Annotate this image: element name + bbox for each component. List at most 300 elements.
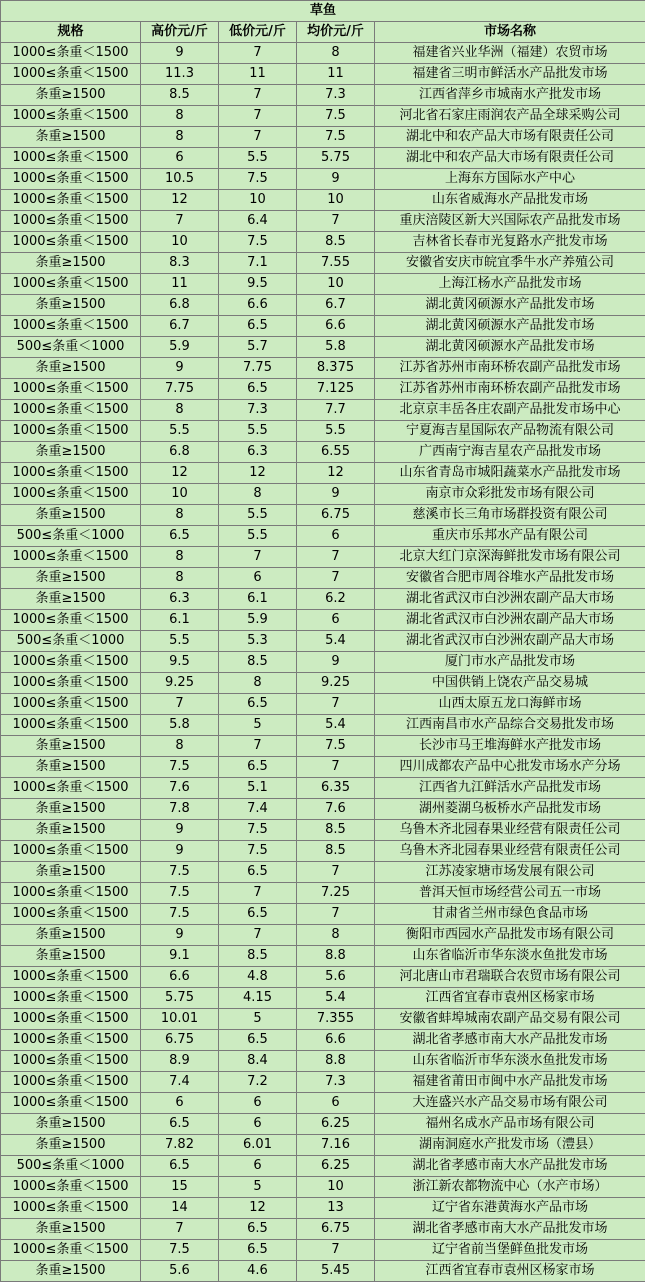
cell-avg-price: 10 [297, 274, 375, 295]
cell-high-price: 10.01 [141, 1009, 219, 1030]
table-row [1, 568, 645, 589]
cell-avg-price: 7 [297, 547, 375, 568]
cell-low-price: 7 [219, 106, 297, 127]
cell-spec: 1000≤条重＜1500 [1, 148, 141, 169]
cell-spec: 1000≤条重＜1500 [1, 64, 141, 85]
table-title: 草鱼 [1, 1, 645, 22]
cell-high-price: 8.3 [141, 253, 219, 274]
cell-avg-price: 7 [297, 694, 375, 715]
cell-avg-price: 6.25 [297, 1156, 375, 1177]
cell-avg-price: 6.7 [297, 295, 375, 316]
column-header-high-price: 高价元/斤 [141, 22, 219, 43]
cell-high-price: 7.5 [141, 757, 219, 778]
cell-market-name: 江西省宜春市袁州区杨家市场 [375, 1261, 645, 1282]
cell-spec: 1000≤条重＜1500 [1, 106, 141, 127]
cell-low-price: 8 [219, 484, 297, 505]
cell-market-name: 湖北省武汉市白沙洲农副产品大市场 [375, 631, 645, 652]
cell-market-name: 湖北黄冈硕源水产品批发市场 [375, 295, 645, 316]
cell-market-name: 湖北省孝感市南大水产品批发市场 [375, 1219, 645, 1240]
cell-low-price: 6.1 [219, 589, 297, 610]
cell-spec: 条重≥1500 [1, 820, 141, 841]
cell-avg-price: 7 [297, 757, 375, 778]
table-row [1, 463, 645, 484]
table-row [1, 484, 645, 505]
table-row [1, 1156, 645, 1177]
table-row [1, 190, 645, 211]
cell-spec: 1000≤条重＜1500 [1, 421, 141, 442]
cell-high-price: 8 [141, 106, 219, 127]
cell-high-price: 7.8 [141, 799, 219, 820]
cell-market-name: 浙江新农都物流中心（水产市场） [375, 1177, 645, 1198]
cell-avg-price: 8 [297, 925, 375, 946]
cell-market-name: 江西南昌市水产品综合交易批发市场 [375, 715, 645, 736]
cell-avg-price: 9 [297, 484, 375, 505]
cell-low-price: 6.5 [219, 1240, 297, 1261]
cell-high-price: 14 [141, 1198, 219, 1219]
cell-spec: 1000≤条重＜1500 [1, 715, 141, 736]
table-row [1, 631, 645, 652]
cell-avg-price: 6.35 [297, 778, 375, 799]
cell-low-price: 5 [219, 1009, 297, 1030]
cell-avg-price: 6.55 [297, 442, 375, 463]
cell-market-name: 辽宁省前当堡鲜鱼批发市场 [375, 1240, 645, 1261]
cell-high-price: 7 [141, 1219, 219, 1240]
cell-avg-price: 9.25 [297, 673, 375, 694]
cell-low-price: 7 [219, 547, 297, 568]
cell-low-price: 4.6 [219, 1261, 297, 1282]
cell-market-name: 湖北省武汉市白沙洲农副产品大市场 [375, 610, 645, 631]
cell-spec: 1000≤条重＜1500 [1, 1051, 141, 1072]
cell-spec: 条重≥1500 [1, 505, 141, 526]
table-row [1, 526, 645, 547]
cell-high-price: 15 [141, 1177, 219, 1198]
cell-market-name: 安徽省安庆市皖宜季牛水产养殖公司 [375, 253, 645, 274]
cell-spec: 1000≤条重＜1500 [1, 316, 141, 337]
cell-avg-price: 5.5 [297, 421, 375, 442]
cell-low-price: 7.5 [219, 841, 297, 862]
cell-spec: 1000≤条重＜1500 [1, 673, 141, 694]
cell-market-name: 上海江杨水产品批发市场 [375, 274, 645, 295]
cell-low-price: 7.5 [219, 169, 297, 190]
table-row [1, 715, 645, 736]
table-row [1, 295, 645, 316]
cell-market-name: 山东省临沂市华东淡水鱼批发市场 [375, 1051, 645, 1072]
cell-avg-price: 9 [297, 169, 375, 190]
table-row [1, 1009, 645, 1030]
table-row [1, 85, 645, 106]
cell-avg-price: 9 [297, 652, 375, 673]
cell-spec: 1000≤条重＜1500 [1, 1072, 141, 1093]
table-row [1, 1261, 645, 1282]
column-header-row [1, 22, 645, 43]
cell-market-name: 湖北省孝感市南大水产品批发市场 [375, 1030, 645, 1051]
cell-low-price: 5.5 [219, 421, 297, 442]
cell-spec: 条重≥1500 [1, 1114, 141, 1135]
cell-spec: 1000≤条重＜1500 [1, 841, 141, 862]
cell-market-name: 河北唐山市君瑞联合农贸市场有限公司 [375, 967, 645, 988]
cell-high-price: 8 [141, 127, 219, 148]
cell-avg-price: 7 [297, 211, 375, 232]
cell-market-name: 福建省莆田市闽中水产品批发市场 [375, 1072, 645, 1093]
table-row [1, 778, 645, 799]
cell-low-price: 12 [219, 1198, 297, 1219]
cell-spec: 条重≥1500 [1, 925, 141, 946]
cell-spec: 条重≥1500 [1, 253, 141, 274]
cell-low-price: 7.75 [219, 358, 297, 379]
cell-high-price: 8 [141, 505, 219, 526]
cell-high-price: 9 [141, 820, 219, 841]
cell-high-price: 6 [141, 148, 219, 169]
table-row [1, 694, 645, 715]
cell-low-price: 5.1 [219, 778, 297, 799]
cell-spec: 条重≥1500 [1, 736, 141, 757]
cell-avg-price: 13 [297, 1198, 375, 1219]
cell-spec: 1000≤条重＜1500 [1, 211, 141, 232]
cell-low-price: 6.5 [219, 904, 297, 925]
cell-high-price: 5.6 [141, 1261, 219, 1282]
cell-avg-price: 7.55 [297, 253, 375, 274]
cell-low-price: 11 [219, 64, 297, 85]
cell-market-name: 上海东方国际水产中心 [375, 169, 645, 190]
table-header [1, 1, 645, 43]
cell-spec: 条重≥1500 [1, 757, 141, 778]
cell-market-name: 福州名成水产品市场有限公司 [375, 1114, 645, 1135]
table-row [1, 316, 645, 337]
cell-low-price: 6.5 [219, 757, 297, 778]
cell-high-price: 10 [141, 484, 219, 505]
cell-spec: 条重≥1500 [1, 799, 141, 820]
cell-avg-price: 6.2 [297, 589, 375, 610]
cell-market-name: 南京市众彩批发市场有限公司 [375, 484, 645, 505]
table-row [1, 400, 645, 421]
cell-market-name: 中国供销上饶农产品交易城 [375, 673, 645, 694]
cell-high-price: 6.1 [141, 610, 219, 631]
table-row [1, 211, 645, 232]
cell-high-price: 6.5 [141, 1114, 219, 1135]
cell-low-price: 7.5 [219, 820, 297, 841]
cell-low-price: 6.5 [219, 316, 297, 337]
table-body [1, 43, 645, 1282]
cell-low-price: 8.5 [219, 946, 297, 967]
cell-avg-price: 7.5 [297, 127, 375, 148]
cell-spec: 1000≤条重＜1500 [1, 1030, 141, 1051]
cell-spec: 1000≤条重＜1500 [1, 1093, 141, 1114]
cell-market-name: 湖北中和农产品大市场有限责任公司 [375, 127, 645, 148]
table-row [1, 799, 645, 820]
table-row [1, 43, 645, 64]
cell-spec: 1000≤条重＜1500 [1, 967, 141, 988]
table-row [1, 1114, 645, 1135]
cell-spec: 500≤条重＜1000 [1, 1156, 141, 1177]
table-row [1, 967, 645, 988]
cell-market-name: 广西南宁海吉星农产品批发市场 [375, 442, 645, 463]
cell-low-price: 7.1 [219, 253, 297, 274]
cell-high-price: 8.5 [141, 85, 219, 106]
table-row [1, 925, 645, 946]
cell-avg-price: 6 [297, 1093, 375, 1114]
cell-high-price: 6.6 [141, 967, 219, 988]
cell-spec: 条重≥1500 [1, 295, 141, 316]
cell-avg-price: 7.5 [297, 106, 375, 127]
cell-high-price: 6.7 [141, 316, 219, 337]
cell-avg-price: 7 [297, 862, 375, 883]
cell-high-price: 7.5 [141, 883, 219, 904]
cell-avg-price: 5.4 [297, 988, 375, 1009]
cell-market-name: 河北省石家庄雨润农产品全球采购公司 [375, 106, 645, 127]
cell-high-price: 7.75 [141, 379, 219, 400]
cell-high-price: 6.8 [141, 295, 219, 316]
cell-market-name: 辽宁省东港黄海水产品市场 [375, 1198, 645, 1219]
cell-market-name: 山东省威海水产品批发市场 [375, 190, 645, 211]
cell-high-price: 5.9 [141, 337, 219, 358]
cell-avg-price: 8 [297, 43, 375, 64]
cell-avg-price: 7.25 [297, 883, 375, 904]
table-row [1, 946, 645, 967]
cell-high-price: 8 [141, 568, 219, 589]
cell-spec: 1000≤条重＜1500 [1, 652, 141, 673]
table-row [1, 106, 645, 127]
cell-low-price: 7 [219, 85, 297, 106]
cell-spec: 1000≤条重＜1500 [1, 694, 141, 715]
cell-market-name: 山东省临沂市华东淡水鱼批发市场 [375, 946, 645, 967]
cell-high-price: 6 [141, 1093, 219, 1114]
cell-market-name: 湖北黄冈硕源水产品批发市场 [375, 337, 645, 358]
cell-low-price: 12 [219, 463, 297, 484]
cell-high-price: 12 [141, 190, 219, 211]
cell-spec: 条重≥1500 [1, 442, 141, 463]
column-header-avg-price: 均价元/斤 [297, 22, 375, 43]
cell-spec: 条重≥1500 [1, 85, 141, 106]
cell-spec: 条重≥1500 [1, 1219, 141, 1240]
cell-low-price: 5 [219, 715, 297, 736]
cell-low-price: 7.3 [219, 400, 297, 421]
cell-market-name: 福建省三明市鲜活水产品批发市场 [375, 64, 645, 85]
cell-low-price: 5.5 [219, 505, 297, 526]
table-row [1, 64, 645, 85]
cell-avg-price: 6.6 [297, 1030, 375, 1051]
cell-spec: 1000≤条重＜1500 [1, 1009, 141, 1030]
cell-avg-price: 8.5 [297, 841, 375, 862]
cell-high-price: 6.75 [141, 1030, 219, 1051]
cell-high-price: 8 [141, 736, 219, 757]
cell-high-price: 5.75 [141, 988, 219, 1009]
cell-market-name: 湖北省孝感市南大水产品批发市场 [375, 1156, 645, 1177]
cell-avg-price: 8.5 [297, 232, 375, 253]
cell-spec: 条重≥1500 [1, 127, 141, 148]
cell-market-name: 湖南洞庭水产批发市场（澧县） [375, 1135, 645, 1156]
cell-market-name: 宁夏海吉星国际农产品物流有限公司 [375, 421, 645, 442]
cell-low-price: 6.5 [219, 1030, 297, 1051]
cell-low-price: 7 [219, 736, 297, 757]
table-row [1, 1051, 645, 1072]
cell-spec: 1000≤条重＜1500 [1, 547, 141, 568]
cell-spec: 1000≤条重＜1500 [1, 274, 141, 295]
cell-market-name: 长沙市马王堆海鲜水产批发市场 [375, 736, 645, 757]
cell-high-price: 8.9 [141, 1051, 219, 1072]
cell-low-price: 5.5 [219, 148, 297, 169]
cell-avg-price: 12 [297, 463, 375, 484]
cell-avg-price: 5.45 [297, 1261, 375, 1282]
cell-avg-price: 6.6 [297, 316, 375, 337]
cell-market-name: 江西省九江鲜活水产品批发市场 [375, 778, 645, 799]
cell-low-price: 9.5 [219, 274, 297, 295]
cell-avg-price: 7 [297, 568, 375, 589]
table-row [1, 988, 645, 1009]
cell-avg-price: 7.7 [297, 400, 375, 421]
cell-low-price: 6 [219, 568, 297, 589]
table-row [1, 169, 645, 190]
table-row [1, 904, 645, 925]
cell-market-name: 安徽省蚌埠城南农副产品交易有限公司 [375, 1009, 645, 1030]
cell-spec: 500≤条重＜1000 [1, 631, 141, 652]
cell-high-price: 6.3 [141, 589, 219, 610]
cell-market-name: 江苏凌家塘市场发展有限公司 [375, 862, 645, 883]
cell-low-price: 6.4 [219, 211, 297, 232]
cell-low-price: 8 [219, 673, 297, 694]
cell-spec: 500≤条重＜1000 [1, 337, 141, 358]
cell-spec: 1000≤条重＜1500 [1, 1198, 141, 1219]
cell-high-price: 11.3 [141, 64, 219, 85]
cell-high-price: 12 [141, 463, 219, 484]
cell-avg-price: 6.75 [297, 1219, 375, 1240]
cell-spec: 条重≥1500 [1, 946, 141, 967]
cell-market-name: 湖北中和农产品大市场有限责任公司 [375, 148, 645, 169]
cell-low-price: 6 [219, 1114, 297, 1135]
cell-low-price: 6 [219, 1156, 297, 1177]
cell-spec: 1000≤条重＜1500 [1, 463, 141, 484]
table-row [1, 1177, 645, 1198]
cell-market-name: 福建省兴业华洲（福建）农贸市场 [375, 43, 645, 64]
cell-low-price: 7 [219, 883, 297, 904]
table-row [1, 1030, 645, 1051]
table-row [1, 1135, 645, 1156]
cell-low-price: 4.15 [219, 988, 297, 1009]
cell-low-price: 6.3 [219, 442, 297, 463]
table-row [1, 1072, 645, 1093]
cell-high-price: 5.5 [141, 421, 219, 442]
column-header-market-name: 市场名称 [375, 22, 645, 43]
cell-market-name: 乌鲁木齐北园春果业经营有限责任公司 [375, 820, 645, 841]
cell-spec: 条重≥1500 [1, 589, 141, 610]
table-row [1, 652, 645, 673]
cell-spec: 条重≥1500 [1, 1261, 141, 1282]
cell-avg-price: 5.75 [297, 148, 375, 169]
cell-low-price: 7.5 [219, 232, 297, 253]
cell-low-price: 10 [219, 190, 297, 211]
table-row [1, 1219, 645, 1240]
cell-high-price: 9 [141, 43, 219, 64]
cell-low-price: 8.5 [219, 652, 297, 673]
cell-high-price: 10 [141, 232, 219, 253]
cell-spec: 条重≥1500 [1, 862, 141, 883]
cell-high-price: 11 [141, 274, 219, 295]
cell-avg-price: 8.5 [297, 820, 375, 841]
cell-low-price: 6.5 [219, 379, 297, 400]
cell-high-price: 6.8 [141, 442, 219, 463]
column-header-low-price: 低价元/斤 [219, 22, 297, 43]
cell-high-price: 7.4 [141, 1072, 219, 1093]
cell-high-price: 9 [141, 358, 219, 379]
cell-avg-price: 6 [297, 610, 375, 631]
cell-high-price: 7.5 [141, 904, 219, 925]
cell-high-price: 6.5 [141, 1156, 219, 1177]
cell-spec: 1000≤条重＜1500 [1, 43, 141, 64]
cell-market-name: 江西省宜春市袁州区杨家市场 [375, 988, 645, 1009]
cell-avg-price: 7 [297, 1240, 375, 1261]
cell-market-name: 江西省萍乡市城南水产批发市场 [375, 85, 645, 106]
cell-avg-price: 5.6 [297, 967, 375, 988]
cell-market-name: 北京大红门京深海鲜批发市场有限公司 [375, 547, 645, 568]
cell-low-price: 5.9 [219, 610, 297, 631]
cell-low-price: 5.5 [219, 526, 297, 547]
cell-avg-price: 8.8 [297, 946, 375, 967]
cell-spec: 1000≤条重＜1500 [1, 883, 141, 904]
column-header-spec: 规格 [1, 22, 141, 43]
cell-market-name: 湖州菱湖乌板桥水产品批发市场 [375, 799, 645, 820]
cell-high-price: 6.5 [141, 526, 219, 547]
cell-market-name: 湖北黄冈硕源水产品批发市场 [375, 316, 645, 337]
table-row [1, 274, 645, 295]
cell-low-price: 7.4 [219, 799, 297, 820]
cell-market-name: 山东省青岛市城阳蔬菜水产品批发市场 [375, 463, 645, 484]
cell-spec: 条重≥1500 [1, 568, 141, 589]
cell-avg-price: 8.8 [297, 1051, 375, 1072]
cell-spec: 1000≤条重＜1500 [1, 1240, 141, 1261]
cell-high-price: 7.5 [141, 1240, 219, 1261]
cell-low-price: 6.5 [219, 862, 297, 883]
cell-market-name: 衡阳市西园水产品批发市场有限公司 [375, 925, 645, 946]
cell-spec: 1000≤条重＜1500 [1, 232, 141, 253]
cell-spec: 条重≥1500 [1, 358, 141, 379]
cell-market-name: 大连盛兴水产品交易市场有限公司 [375, 1093, 645, 1114]
cell-avg-price: 7.3 [297, 1072, 375, 1093]
cell-spec: 1000≤条重＜1500 [1, 190, 141, 211]
table-row [1, 421, 645, 442]
cell-high-price: 10.5 [141, 169, 219, 190]
cell-spec: 1000≤条重＜1500 [1, 778, 141, 799]
cell-spec: 500≤条重＜1000 [1, 526, 141, 547]
cell-low-price: 7 [219, 925, 297, 946]
cell-avg-price: 7.355 [297, 1009, 375, 1030]
cell-spec: 1000≤条重＜1500 [1, 988, 141, 1009]
cell-avg-price: 7.6 [297, 799, 375, 820]
cell-low-price: 8.4 [219, 1051, 297, 1072]
cell-market-name: 安徽省合肥市周谷堆水产品批发市场 [375, 568, 645, 589]
cell-high-price: 9.5 [141, 652, 219, 673]
cell-high-price: 5.5 [141, 631, 219, 652]
cell-low-price: 4.8 [219, 967, 297, 988]
cell-spec: 1000≤条重＜1500 [1, 484, 141, 505]
cell-avg-price: 7.16 [297, 1135, 375, 1156]
cell-low-price: 6.01 [219, 1135, 297, 1156]
table-row [1, 589, 645, 610]
cell-high-price: 8 [141, 547, 219, 568]
table-row [1, 379, 645, 400]
cell-market-name: 乌鲁木齐北园春果业经营有限责任公司 [375, 841, 645, 862]
cell-high-price: 7.6 [141, 778, 219, 799]
table-row [1, 736, 645, 757]
cell-avg-price: 7.5 [297, 736, 375, 757]
cell-high-price: 7.5 [141, 862, 219, 883]
cell-market-name: 山西太原五龙口海鲜市场 [375, 694, 645, 715]
cell-avg-price: 10 [297, 1177, 375, 1198]
title-row [1, 1, 645, 22]
cell-low-price: 7 [219, 127, 297, 148]
table-row [1, 505, 645, 526]
table-row [1, 757, 645, 778]
cell-market-name: 吉林省长春市光复路水产批发市场 [375, 232, 645, 253]
cell-market-name: 厦门市水产品批发市场 [375, 652, 645, 673]
